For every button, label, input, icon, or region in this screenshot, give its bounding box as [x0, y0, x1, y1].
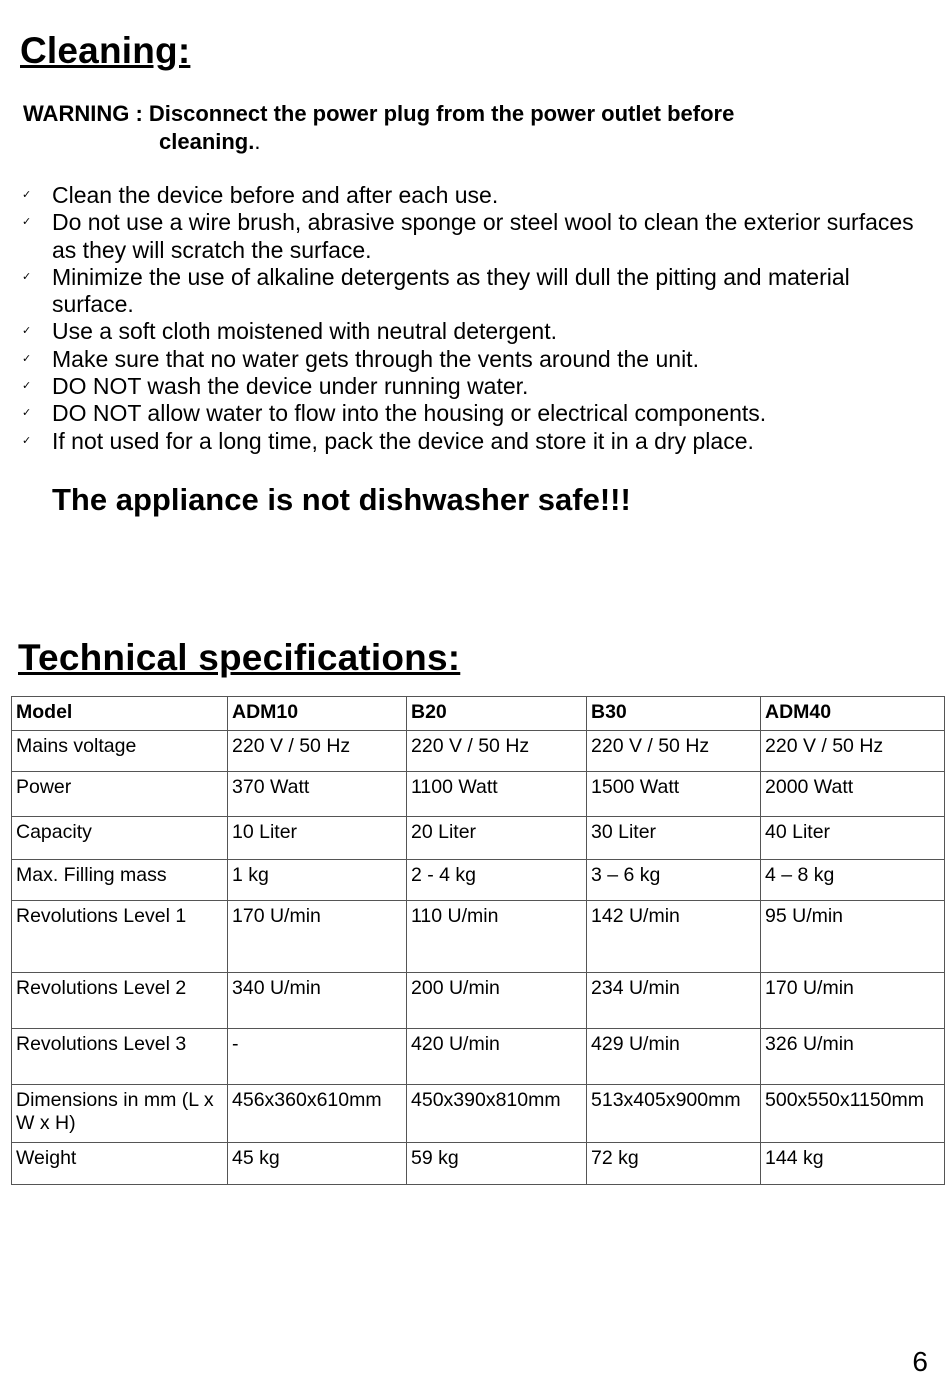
- header-cell: ADM40: [761, 697, 945, 731]
- table-cell: 1500 Watt: [587, 772, 761, 817]
- page-number: 6: [912, 1346, 928, 1377]
- row-label: Revolutions Level 3: [12, 1029, 228, 1085]
- table-row: [12, 860, 945, 901]
- table-row: [12, 1143, 945, 1185]
- cleaning-list: [20, 182, 920, 455]
- list-item: ✓ DO NOT wash the device under running water.: [22, 373, 529, 400]
- header-cell: Model: [12, 697, 228, 731]
- list-item: ✓ Make sure that no water gets through the vents around the unit.: [22, 345, 699, 372]
- checkmark-icon: ✓: [22, 270, 32, 283]
- row-label: Mains voltage: [12, 731, 228, 772]
- table-cell: 220 V / 50 Hz: [761, 731, 945, 772]
- checkmark-icon: ✓: [22, 380, 32, 393]
- checkmark-icon: ✓: [22, 325, 32, 338]
- table-cell: 10 Liter: [228, 817, 407, 860]
- row-label: Revolutions Level 1: [12, 901, 228, 973]
- list-item: ✓ Clean the device before and after each use.: [22, 182, 499, 208]
- table-row: [12, 973, 945, 1029]
- table-cell: 370 Watt: [228, 772, 407, 817]
- table-cell: 4 – 8 kg: [761, 860, 945, 901]
- table-cell: 3 – 6 kg: [587, 860, 761, 901]
- checkmark-icon: ✓: [22, 434, 32, 447]
- table-cell: 326 U/min: [761, 1029, 945, 1085]
- row-label: Dimensions in mm (L x W x H): [12, 1085, 228, 1143]
- table-cell: 1 kg: [228, 860, 407, 901]
- table-row: [12, 817, 945, 860]
- header-cell: B30: [587, 697, 761, 731]
- table-cell: 220 V / 50 Hz: [228, 731, 407, 772]
- warning-line-1: WARNING : Disconnect the power plug from the power outlet before: [23, 101, 735, 126]
- header-cell: B20: [407, 697, 587, 731]
- table-row: [12, 901, 945, 973]
- table-cell: 20 Liter: [407, 817, 587, 860]
- table-cell: 456x360x610mm: [228, 1085, 407, 1143]
- list-item: ✓ Minimize the use of alkaline detergents as they will dull the pitting and material surface.: [22, 263, 850, 318]
- table-row: [12, 731, 945, 772]
- row-label: Weight: [12, 1143, 228, 1185]
- table-cell: 420 U/min: [407, 1029, 587, 1085]
- warning-text: [23, 100, 883, 156]
- table-cell: 429 U/min: [587, 1029, 761, 1085]
- table-cell: 72 kg: [587, 1143, 761, 1185]
- table-cell: -: [228, 1029, 407, 1085]
- list-item: ✓ Do not use a wire brush, abrasive sponge or steel wool to clean the exterior surfaces as they will scratch the surface.: [22, 209, 914, 263]
- warning-line-2-tail: .: [254, 129, 261, 154]
- warning-line-2: cleaning.: [159, 129, 255, 154]
- table-cell: 170 U/min: [761, 973, 945, 1029]
- table-cell: 200 U/min: [407, 973, 587, 1029]
- table-cell: 2000 Watt: [761, 772, 945, 817]
- table-cell: 513x405x900mm: [587, 1085, 761, 1143]
- row-label: Power: [12, 772, 228, 817]
- checkmark-icon: ✓: [22, 216, 32, 229]
- row-label: Capacity: [12, 817, 228, 860]
- table-cell: 142 U/min: [587, 901, 761, 973]
- list-item: ✓ Use a soft cloth moistened with neutral detergent.: [22, 318, 558, 345]
- row-label: Revolutions Level 2: [12, 973, 228, 1029]
- table-cell: 170 U/min: [228, 901, 407, 973]
- table-cell: 59 kg: [407, 1143, 587, 1185]
- table-cell: 110 U/min: [407, 901, 587, 973]
- dishwasher-warning: The appliance is not dishwasher safe!!!: [52, 482, 631, 517]
- table-cell: 30 Liter: [587, 817, 761, 860]
- table-cell: 95 U/min: [761, 901, 945, 973]
- list-item: ✓ If not used for a long time, pack the device and store it in a dry place.: [22, 427, 754, 454]
- row-label: Max. Filling mass: [12, 860, 228, 901]
- table-cell: 234 U/min: [587, 973, 761, 1029]
- table-row: [12, 1085, 945, 1143]
- table-cell: 340 U/min: [228, 973, 407, 1029]
- table-cell: 220 V / 50 Hz: [587, 731, 761, 772]
- table-header-row: [12, 697, 945, 731]
- checkmark-icon: ✓: [22, 352, 32, 365]
- table-cell: 40 Liter: [761, 817, 945, 860]
- table-cell: 45 kg: [228, 1143, 407, 1185]
- checkmark-icon: ✓: [22, 189, 32, 201]
- cleaning-title: Cleaning:: [20, 30, 191, 71]
- checkmark-icon: ✓: [22, 407, 32, 420]
- table-row: [12, 772, 945, 817]
- table-cell: 1100 Watt: [407, 772, 587, 817]
- table-cell: 220 V / 50 Hz: [407, 731, 587, 772]
- header-cell: ADM10: [228, 697, 407, 731]
- table-row: [12, 1029, 945, 1085]
- table-cell: 2 - 4 kg: [407, 860, 587, 901]
- list-item: ✓ DO NOT allow water to flow into the housing or electrical components.: [22, 400, 767, 427]
- table-cell: 450x390x810mm: [407, 1085, 587, 1143]
- specs-table: [11, 696, 945, 1185]
- table-cell: 144 kg: [761, 1143, 945, 1185]
- table-cell: 500x550x1150mm: [761, 1085, 945, 1143]
- specs-title: Technical specifications:: [18, 637, 461, 678]
